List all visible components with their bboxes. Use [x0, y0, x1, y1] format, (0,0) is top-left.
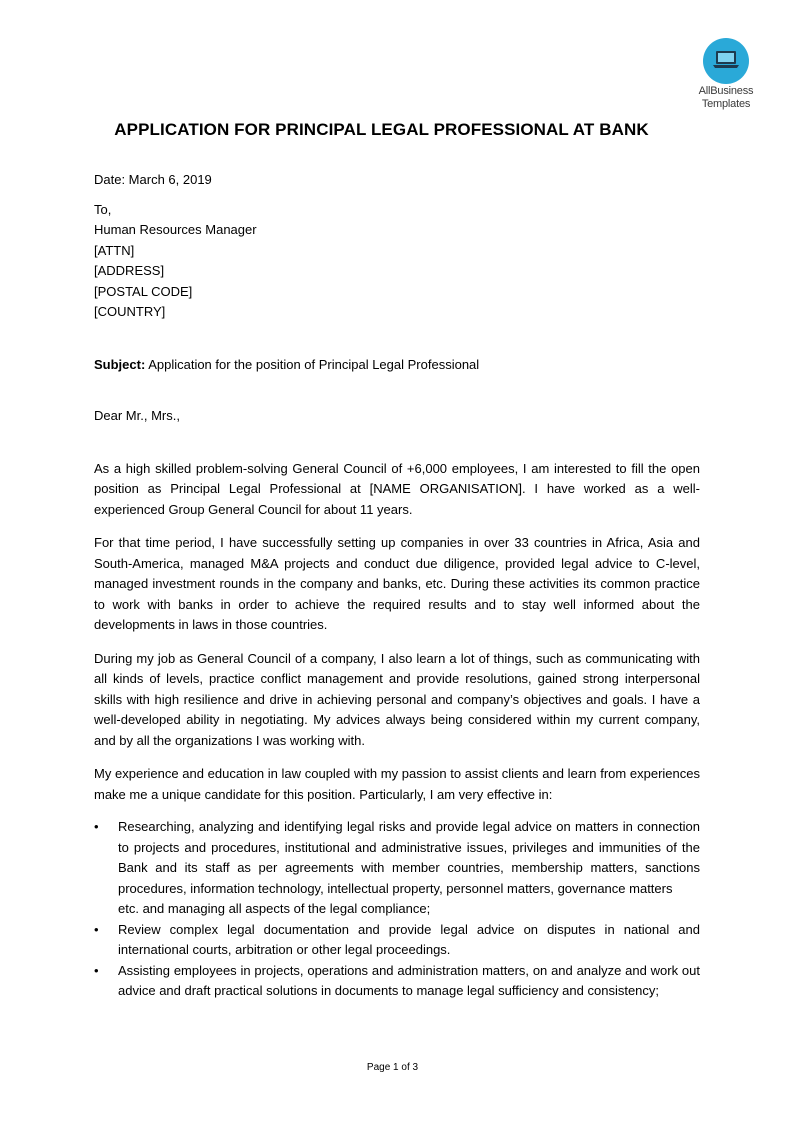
document-title: APPLICATION FOR PRINCIPAL LEGAL PROFESSIONAL AT BANK — [114, 120, 649, 139]
address-line: [ATTN] — [94, 242, 135, 258]
list-item-tail: etc. and managing all aspects of the legal compliance; — [118, 901, 431, 916]
recipient-address — [94, 200, 700, 323]
bullet-icon: • — [94, 962, 99, 978]
list-item-text: Researching, analyzing and identifying legal risks and provide legal advice on matters in connection to projects and procedures, institutional and administrative issues, privileges and immunities of the Bank and its staff as per agreements with member countries, membership matters, sanctions procedures, information technology, intellectual property, personnel matters, governance matters — [118, 819, 700, 896]
paragraph: As a high skilled problem-solving General Council of +6,000 employees, I am interested to fill the open position as Principal Legal Professional at [NAME ORGANISATION]. I have worked as a well-experienced Group General Council for about 11 years. — [94, 460, 700, 517]
letter-date: Date: March 6, 2019 — [94, 172, 212, 187]
address-line: [POSTAL CODE] — [94, 283, 193, 299]
page-number: Page 1 of 3 — [366, 1062, 419, 1073]
list-item — [94, 920, 700, 961]
list-item-text: Review complex legal documentation and provide legal advice on disputes in national and international courts, arbitration or other legal proceedings. — [118, 921, 700, 957]
address-line: To, — [94, 201, 112, 217]
subject-text: Application for the position of Principal Legal Professional — [145, 356, 480, 372]
paragraph: My experience and education in law coupled with my passion to assist clients and learn from experiences make me a unique candidate for this position. Particularly, I am very effective in: — [94, 766, 700, 802]
salutation: Dear Mr., Mrs., — [94, 408, 180, 423]
logo-line-2: Templates — [701, 98, 751, 110]
list-item — [94, 961, 700, 1002]
address-line: [COUNTRY] — [94, 304, 166, 319]
subject-label: Subject: — [94, 356, 146, 372]
letter-body — [94, 170, 700, 1002]
paragraph: During my job as General Council of a company, I also learn a lot of things, such as communicating with all kinds of levels, practice conflict management and provide resolutions, gained strong interpersonal skills with high resilience and drive in achieving personal and company’s objectives and goals. I have a well-developed ability in negotiating. My advices always being considered within my current company, and by all the organizations I was working with. — [94, 650, 700, 748]
address-line: [ADDRESS] — [94, 263, 165, 278]
subject-line — [94, 355, 700, 376]
logo-line-1: AllBusiness — [698, 85, 754, 97]
address-line: Human Resources Manager — [94, 222, 257, 237]
bullet-icon: • — [94, 819, 99, 834]
laptop-icon — [712, 49, 740, 71]
bullet-icon: • — [94, 921, 99, 937]
paragraph: For that time period, I have successfully setting up companies in over 33 countries in Africa, Asia and South-America, managed M&A projects and conduct due diligence, provided legal advice to C-level, managed investment rounds in the company and banks, etc. During these activities its common practice to work with banks in order to achieve the required results and to stay well informed about the developments in laws in those countries. — [94, 535, 700, 632]
list-item-text: Assisting employees in projects, operations and administration matters, on and analyze and work out advice and draft practical solutions in documents to manage legal sufficiency and consistency; — [118, 962, 700, 998]
allbusiness-templates-logo — [690, 38, 762, 110]
skills-list — [94, 817, 700, 1002]
list-item — [94, 817, 700, 920]
logo-circle — [703, 38, 749, 84]
